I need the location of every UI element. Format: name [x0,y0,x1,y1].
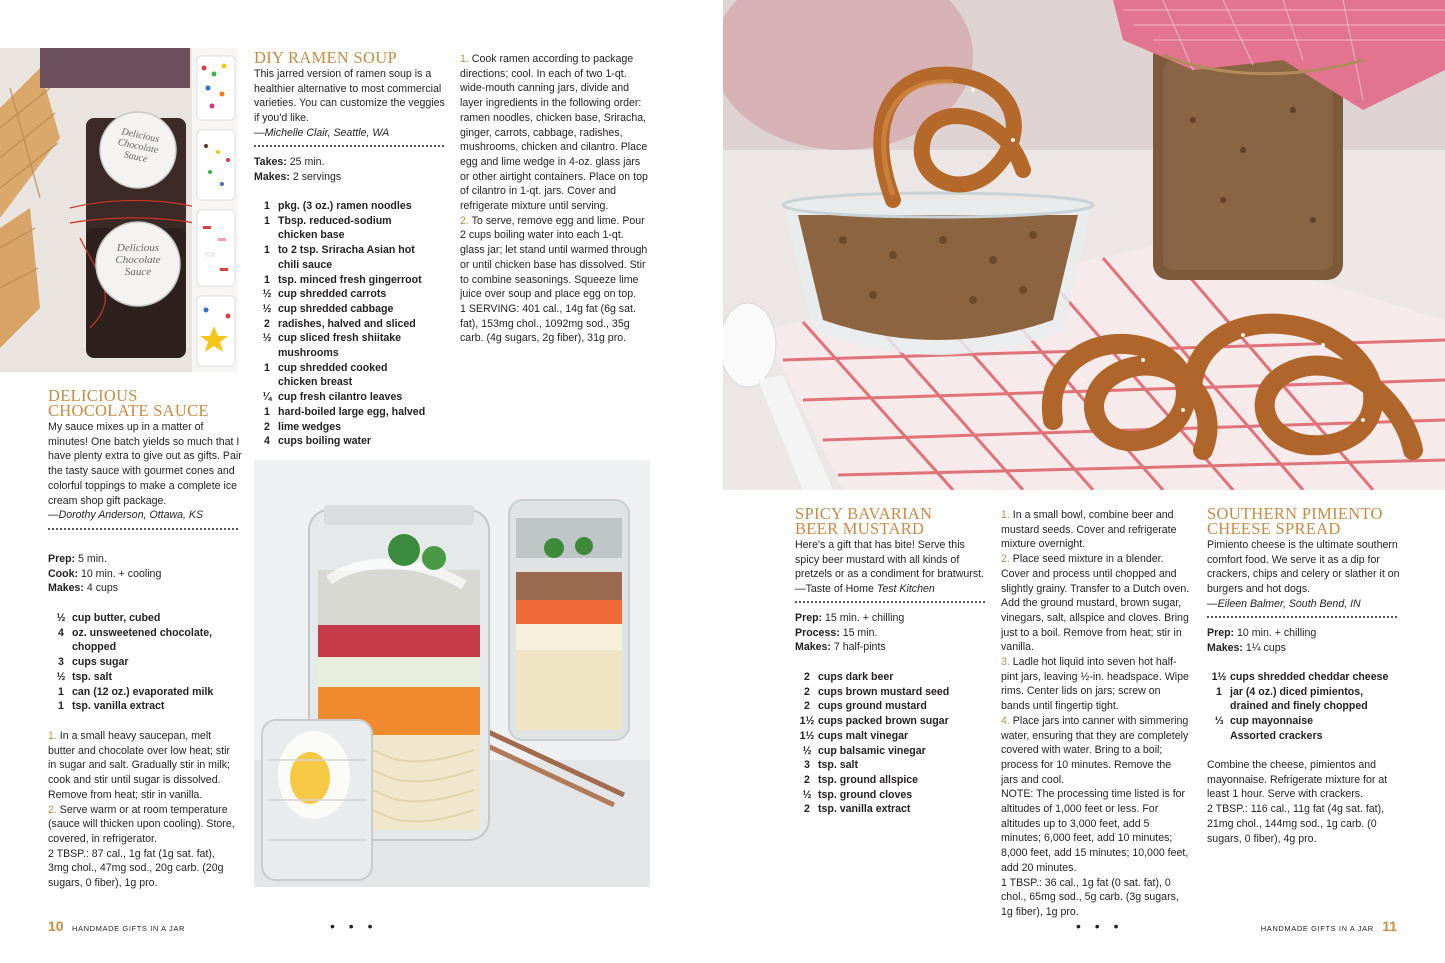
mustard-step-4: 4. Place jars into canner with simmering water, ensuring that they are completely covered with water. Bring to a boil; process for 10 minutes. Remove the jars and cool. [1001,714,1189,786]
ingredient-row: 3 cups sugar [58,656,129,669]
chocolate-meta [48,552,238,596]
chocolate-intro-text: My sauce mixes up in a matter of minutes! One batch yields so much that I have plenty extra to give out as gifts. Pair the tasty sauce with gourmet cones and colorful toppings to make a complete ice cream shop gift package. [48,421,242,507]
ingredient-row: 2 cups brown mustard seed [804,685,950,698]
ingredient-row: 2 lime wedges [264,420,341,433]
jar-label-top: Delicious Chocolate Sauce [116,126,161,166]
ingredient-row: ½ cup shredded carrots [262,288,387,301]
chocolate-prep: Prep: 5 min. [48,553,107,565]
pimiento-byline: —Eileen Balmer, South Bend, IN [1207,597,1361,610]
pimiento-directions [1207,758,1401,846]
ingredient-row: 3 tsp. salt [804,759,859,772]
ingredient-row: 4 cups boiling water [264,435,372,448]
chocolate-intro [48,420,242,523]
ingredient-row: 2 tsp. ground allspice [804,773,919,786]
pimiento-meta [1207,626,1397,655]
ingredient-row: 1 tsp. vanilla extract [58,700,165,713]
mustard-meta [795,611,985,655]
pimiento-nutrition: 2 TBSP.: 116 cal., 11g fat (4g sat. fat), 21mg chol., 144mg sod., 1g carb. (0 sugars, 0 fiber), 4g pro. [1207,803,1385,845]
mustard-title-line-1: SPICY BAVARIAN [795,504,933,523]
ramen-ingredients [256,199,428,449]
chocolate-makes: Makes: 4 cups [48,582,119,595]
ingredient-row: ½ cup shredded cabbage [262,302,394,315]
ingredient-row: 2 cups dark beer [804,671,894,683]
ingredient-row: 1 can (12 oz.) evaporated milk [58,685,214,698]
chocolate-nutrition: 2 TBSP.: 87 cal., 1g fat (1g sat. fat), 3mg chol., 47mg sod., 20g carb. (20g sugars, 0 fiber), 1g pro. [48,847,224,890]
ramen-meta [254,155,444,184]
ingredient-row: 1 pkg. (3 oz.) ramen noodles [264,200,412,212]
chocolate-directions [48,729,238,891]
ingredient-row: ¼ cup fresh cilantro leaves [262,391,403,404]
left-page-dots: • • • [330,918,378,934]
pimiento-title [1207,506,1407,536]
pimiento-divider [1207,616,1397,618]
ingredient-row: 1 tsp. minced fresh gingerroot [264,273,422,286]
mustard-divider [795,601,985,603]
pimiento-intro [1207,538,1401,612]
ramen-intro-text: This jarred version of ramen soup is a healthier alternative to most commercial varieties. You can customize the veggies if you'd like. [254,68,445,125]
mustard-makes: Makes: 7 half-pints [795,641,886,654]
mustard-pretzels-illustration [723,0,1445,490]
chocolate-title-line-1: DELICIOUS [48,386,138,405]
ramen-title: DIY RAMEN SOUP [254,48,397,67]
ingredient-row: Assorted crackers [1230,729,1323,742]
pimiento-intro-text: Pimiento cheese is the ultimate southern comfort food. We serve it as a dip for crackers, chips and celery or slather it on burgers and hot dogs. [1207,539,1400,596]
ingredient-row: 1½ cups malt vinegar [799,729,909,742]
mustard-intro [795,538,989,597]
right-page-footer [1261,918,1397,936]
chocolate-sauce-photo [0,48,238,372]
pimiento-title-line-1: SOUTHERN PIMIENTO [1207,504,1383,523]
mustard-byline: —Taste of Home Test Kitchen [795,583,935,596]
ramen-directions [460,52,650,346]
ingredient-row: ½ tsp. ground cloves [802,788,913,801]
page-number-right: 11 [1382,918,1397,934]
ramen-jars-illustration [254,460,650,887]
jar-label-bottom: Delicious Chocolate Sauce [115,242,161,278]
ingredient-row: 1½ cups shredded cheddar cheese [1211,671,1389,683]
left-page-footer [48,918,185,936]
chocolate-sauce-title [48,388,238,418]
pimiento-step: Combine the cheese, pimientos and mayonnaise. Refrigerate mixture for at least 1 hour. Serve with crackers. [1207,759,1388,801]
chocolate-divider [48,528,238,530]
ingredient-row: 1 to 2 tsp. Sriracha Asian hot chili sauce [264,244,415,271]
ingredient-row: 4 oz. unsweetened chocolate, chopped [58,626,213,654]
mustard-intro-text: Here's a gift that has bite! Serve this spicy beer mustard with all kinds of pretzels or as a condiment for bratwurst. [795,539,985,581]
mustard-prep: Prep: 15 min. + chilling [795,612,905,624]
chocolate-sauce-illustration [0,48,238,372]
page-number-left: 10 [48,918,64,934]
ingredient-row: 2 cups ground mustard [804,700,927,713]
mustard-title-line-2: BEER MUSTARD [795,519,925,538]
mustard-directions [1001,508,1191,920]
ingredient-row: 1 Tbsp. reduced-sodium chicken base [264,214,392,242]
ramen-takes: Takes: 25 min. [254,156,325,168]
mustard-step-3: 3. Ladle hot liquid into seven hot half-pint jars, leaving ½-in. headspace. Wipe rims. Center lids on jars; screw on bands until fingertip tight. [1001,656,1189,713]
ingredient-row: ½ cup sliced fresh shiitake mushrooms [262,332,402,360]
mustard-step-1: 1. In a small bowl, combine beer and mustard seeds. Cover and refrigerate mixture overnight. [1001,509,1177,551]
ingredient-row: ⅓ cup mayonnaise [1214,715,1314,728]
mustard-nutrition: 1 TBSP.: 36 cal., 1g fat (0 sat. fat), 0 chol., 65mg sod., 5g carb. (3g sugars, 1g fiber), 1g pro. [1001,876,1179,918]
ramen-byline: —Michelle Clair, Seattle, WA [254,126,390,139]
mustard-title [795,506,985,536]
mustard-process: Process: 15 min. [795,626,878,639]
mustard-note: NOTE: The processing time listed is for altitudes of 1,000 feet or less. For altitudes up to 3,000 feet, add 5 minutes; 6,000 feet, add 10 minutes; 8,000 feet, add 15 minutes; 10,000 feet, add 20 minutes. [1001,788,1189,874]
ramen-step-2: 2. To serve, remove egg and lime. Pour 2 cups boiling water into each 1-qt. glass jar; let stand until warmed through or until chicken base has dissolved. Stir to combine seasonings. Squeeze lime juice over soup and place egg on top. [460,214,648,301]
ramen-makes: Makes: 2 servings [254,170,342,183]
chocolate-byline: —Dorothy Anderson, Ottawa, KS [48,509,204,522]
pimiento-makes: Makes: 1¼ cups [1207,641,1286,654]
ramen-step-1: 1. Cook ramen according to package directions; cool. In each of two 1-qt. wide-mouth canning jars, divide and layer ingredients in the following order: ramen noodles, chicken base, Sriracha, ginger, carrots, cabbage, radishes, mushrooms, chicken and cilantro. Place egg and lime wedge in 4-oz. glass jars or other airtight containers. Place on top of cilantro in 1-qt. jars. Cover and refrigerate mixture until serving. [460,53,648,213]
ramen-divider [254,145,444,147]
running-footer-right: HANDMADE GIFTS IN A JAR [1260,924,1374,933]
mustard-ingredients [796,670,986,817]
chocolate-ingredients [50,611,230,714]
pimiento-title-line-2: CHEESE SPREAD [1207,519,1341,538]
ramen-intro [254,67,446,141]
ingredient-row: ½ cup balsamic vinegar [802,744,926,757]
ingredient-row: 1½ cups packed brown sugar [799,715,949,728]
chocolate-step-1: 1. In a small heavy saucepan, melt butter and chocolate over low heat; stir in sugar and salt. Gradually stir in milk; cook and stir until sugar is dissolved. Remove from heat; stir in vanilla. [48,730,230,801]
ingredient-row: 1 jar (4 oz.) diced pimientos, drained and finely chopped [1216,685,1368,713]
ingredient-row: ½ cup butter, cubed [56,612,161,624]
ingredient-row: 1 hard-boiled large egg, halved [264,405,426,418]
ingredient-row: 2 tsp. vanilla extract [804,803,911,816]
ingredient-row: 1 cup shredded cooked chicken breast [264,361,388,389]
chocolate-cook: Cook: 10 min. + cooling [48,567,162,580]
pimiento-prep: Prep: 10 min. + chilling [1207,627,1317,639]
mustard-pretzels-photo [723,0,1445,490]
ingredient-row: ½ tsp. salt [56,670,113,683]
mustard-step-2: 2. Place seed mixture in a blender. Cover and process until chopped and slightly grainy. Transfer to a Dutch oven. Add the ground mustard, brown sugar, vinegars, salt, allspice and cloves. Bring just to a boil. Remove from heat; stir in vanilla. [1001,553,1190,654]
chocolate-step-2: 2. Serve warm or at room temperature (sauce will thicken upon cooling). Store, covered, in refrigerator. [48,803,235,845]
ramen-nutrition: 1 SERVING: 401 cal., 14g fat (6g sat. fat), 153mg chol., 1092mg sod., 35g carb. (4g sugars, 2g fiber), 31g pro. [460,302,636,345]
ingredient-row: 2 radishes, halved and sliced [264,317,416,330]
chocolate-title-line-2: CHOCOLATE SAUCE [48,401,209,420]
pimiento-ingredients [1208,670,1398,744]
running-footer-left: HANDMADE GIFTS IN A JAR [72,924,186,933]
right-page-dots: • • • [1076,918,1124,934]
ramen-jars-photo [254,460,650,887]
